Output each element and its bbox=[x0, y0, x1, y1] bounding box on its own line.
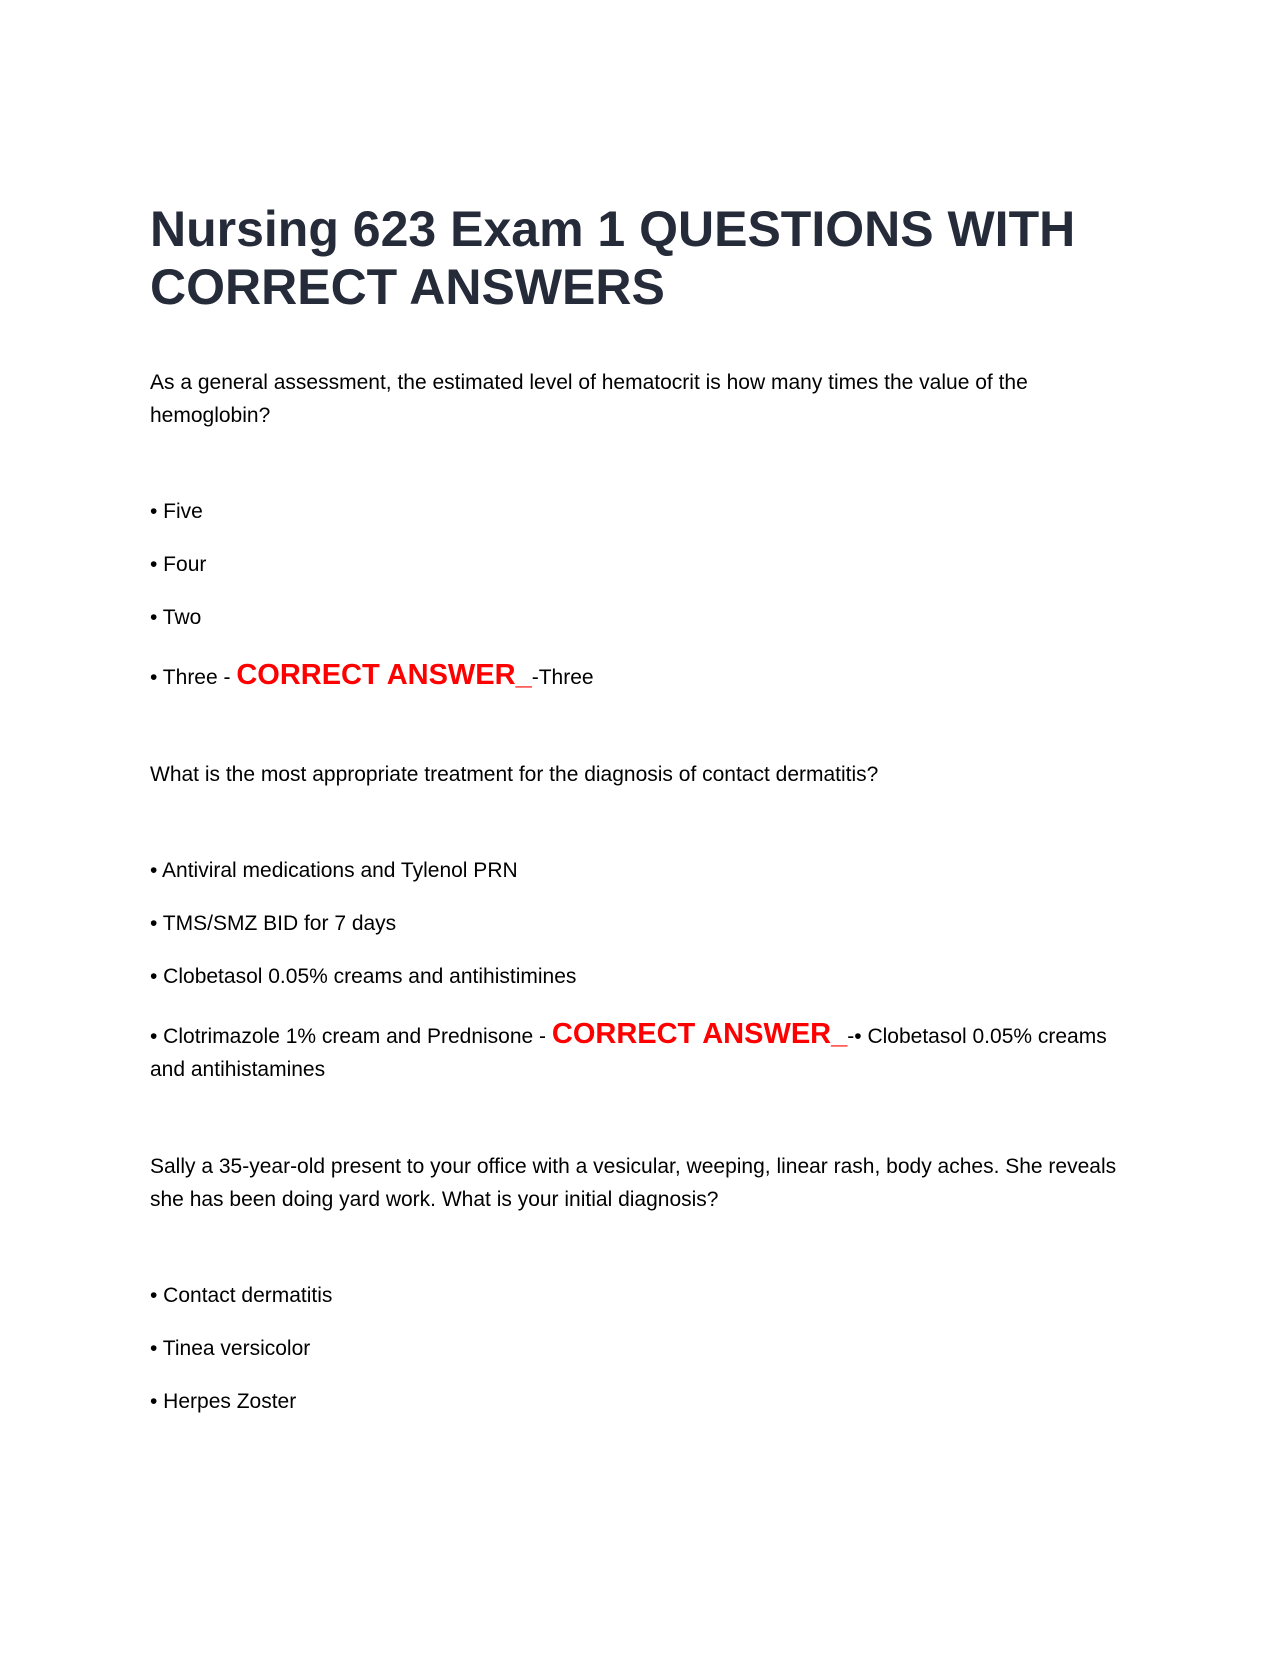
question-1-option-4-text: • Three - bbox=[150, 666, 237, 689]
question-2-option-1: • Antiviral medications and Tylenol PRN bbox=[150, 859, 518, 882]
question-2-option-3: • Clobetasol 0.05% creams and antihistimines bbox=[150, 965, 577, 988]
document-title: Nursing 623 Exam 1 QUESTIONS WITH CORRECT ANSWERS bbox=[150, 201, 1076, 315]
question-1-text: As a general assessment, the estimated level of hematocrit is how many times the value of the hemoglobin? bbox=[150, 371, 1028, 427]
correct-answer-label: CORRECT ANSWER_ bbox=[551, 1018, 848, 1050]
question-1-option-2: • Four bbox=[150, 553, 207, 576]
question-2-option-4-text: • Clotrimazole 1% cream and Prednisone - bbox=[150, 1025, 552, 1048]
question-2-answer: -• Clobetasol 0.05% creams and antihistamines bbox=[150, 1025, 1107, 1081]
question-1-options bbox=[150, 495, 1140, 694]
question-1-option-4 bbox=[150, 659, 1140, 694]
question-1-answer: -Three bbox=[531, 666, 594, 689]
question-2-text: What is the most appropriate treatment for the diagnosis of contact dermatitis? bbox=[150, 763, 879, 786]
question-3-text: Sally a 35-year-old present to your office with a vesicular, weeping, linear rash, body aches. She reveals she has been doing yard work. What is your initial diagnosis? bbox=[150, 1155, 1117, 1211]
question-2-option-4 bbox=[150, 1018, 1140, 1086]
correct-answer-label: CORRECT ANSWER_ bbox=[236, 659, 532, 691]
question-3-option-3: • Herpes Zoster bbox=[150, 1390, 297, 1413]
question-2-options bbox=[150, 854, 1140, 1086]
question-1-option-1: • Five bbox=[150, 500, 203, 523]
question-2-option-2: • TMS/SMZ BID for 7 days bbox=[150, 912, 397, 935]
question-3-option-1: • Contact dermatitis bbox=[150, 1284, 333, 1307]
document-page bbox=[150, 200, 1140, 1438]
question-3-options bbox=[150, 1279, 1140, 1418]
question-3-option-2: • Tinea versicolor bbox=[150, 1337, 311, 1360]
question-1-option-3: • Two bbox=[150, 606, 202, 629]
